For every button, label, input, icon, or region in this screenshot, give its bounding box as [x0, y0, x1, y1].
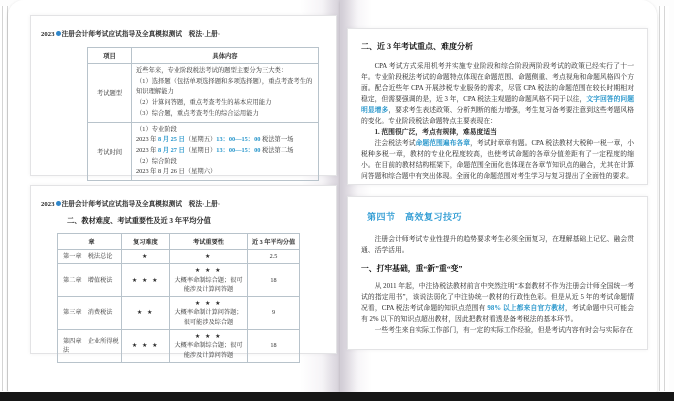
table-header-row [58, 234, 300, 250]
text-segment: （3）综合题，重点考查考生的综合运用能力 [136, 109, 259, 117]
average-score: 2.5 [248, 250, 300, 264]
cell-line [136, 167, 314, 178]
cell-line [136, 77, 314, 98]
column-header-difficulty: 复习难度 [122, 234, 170, 250]
running-header [41, 198, 336, 208]
paragraph [361, 61, 634, 127]
difficulty-stars: ★ ★ [122, 297, 170, 330]
text-segment: 从 2011 年起，中注协税法教材前言中突然注明“本套教材不作为注册会计师全国统一考试的指定用书”，该说法弱化了中注协统一教材的行政性色彩。但是从近 5 年的考试命题情况看，CPA 税法考试命题的知识点范围有 [361, 283, 634, 313]
text-segment: （星期日） [184, 146, 217, 154]
cell-line [136, 157, 314, 168]
average-score: 18 [248, 330, 300, 363]
publisher-logo-icon [56, 201, 61, 206]
chapter-row [58, 264, 300, 297]
chapter-row [58, 330, 300, 363]
text-segment: 文字回答的问题明显增多 [361, 95, 635, 114]
table-surface [0, 392, 674, 401]
paragraph [361, 281, 634, 325]
text-segment: 2023 年 [136, 146, 159, 154]
text-segment: 8 月 25 日 [158, 136, 185, 144]
cell-line [136, 109, 314, 120]
analysis-heading: 二、近 3 年考试重点、难度分析 [361, 42, 473, 51]
row-label: 考试题型 [88, 64, 132, 123]
row-label: 考试时间 [88, 122, 132, 181]
text-segment: （1）选择题（包括单项选择题和多项选择题），重点考查考生的知识理解能力 [136, 77, 313, 96]
running-header [41, 28, 336, 38]
chapter-name: 第四章 企业所得税法 [58, 330, 122, 363]
column-header-score: 近 3 年平均分值 [248, 234, 300, 250]
text-segment: 税法第一场 [260, 136, 294, 144]
numbered-point: 1. 范围很广泛，考点有规律，难易度适当 [374, 128, 497, 136]
importance-stars: ★ ★ ★ [194, 267, 223, 275]
difficulty-stars: ★ ★ ★ [122, 264, 170, 297]
text-segment: 13：00—15：00 [216, 146, 261, 154]
column-header-content: 具体内容 [132, 48, 319, 64]
page-stack-edge-right [657, 6, 669, 391]
column-header-chapter: 章 [58, 234, 122, 250]
running-header-title: 注册会计师考试应试指导及全真模拟测试 税法·上册· [61, 201, 221, 208]
chapter-name: 第三章 消费税法 [58, 297, 122, 330]
importance-stars: ★ ★ ★ [194, 300, 223, 308]
exam-time-row [88, 122, 319, 181]
text-segment: 2023 年 [136, 136, 159, 144]
text-segment: （1）专业阶段 [136, 125, 177, 133]
difficulty-stars: ★ [122, 250, 170, 264]
exam-type-row [88, 64, 319, 123]
text-segment: 2023 年 8 月 26 日（星期六） [136, 168, 217, 176]
cell-line [136, 66, 314, 77]
text-segment: 税法第二场 [260, 146, 294, 154]
chapter-name: 第二章 增值税法 [58, 264, 122, 297]
text-segment: ，考试时章章有题。CPA 税法教材大税种一税一章，小税种多税一章，教材的专业化程度较高，也使考试命题的各章分值差距有了一定程度的缩小。在目前的教材结构框架下，命题范围全面化也体现在各章节知识点的融合，尤其在计算问答题和综合题中有突出体现。全面化的命题范围对考生学习与复习提出了全面性的要求。 [361, 139, 635, 180]
chapter-row [58, 297, 300, 330]
column-header-importance: 考试重要性 [170, 234, 248, 250]
text-segment: 98% 以上都来自官方教材 [487, 305, 566, 313]
text-segment: 8 月 27 日 [158, 146, 185, 154]
text-segment: 近些年来，专业阶段税法考试的题型主要分为三大类： [136, 67, 288, 74]
publisher-logo-icon [56, 31, 61, 36]
row-content [132, 122, 319, 181]
importance-stars: ★ [204, 253, 213, 260]
importance-note: 大概率命制计算问答题；很可能涉及综合题 [174, 309, 243, 326]
text-segment: 注会税法考试 [374, 139, 416, 147]
paragraph [361, 138, 634, 182]
subheading: 一、打牢基础，重“新”重“变” [361, 263, 463, 273]
analysis-section-card [347, 28, 648, 185]
exam-info-table [87, 47, 319, 181]
section-title: 第四节 高效复习技巧 [367, 212, 463, 222]
review-section-card [347, 196, 648, 350]
difficulty-table [57, 233, 300, 363]
exam-info-card [30, 15, 337, 176]
average-score: 9 [248, 297, 300, 330]
cell-line [136, 98, 314, 109]
row-content [132, 64, 319, 123]
difficulty-stars: ★ ★ ★ [122, 330, 170, 363]
cell-line [136, 125, 314, 136]
importance-note: 大概率命制综合题；很可能涉及计算问答题 [174, 342, 243, 359]
difficulty-card [30, 185, 337, 359]
difficulty-table-title: 二、教材难度、考试重要性及近 3 年平均分值 [67, 217, 211, 225]
text-segment: （2）计算问答题，重点考查考生的基本应用能力 [136, 99, 272, 107]
text-segment: ，考试命题中只可能会有 2% 以下的知识点超出教材，因此把教材看透是备考税法的基本环节。 [361, 305, 635, 324]
text-segment: CPA 考试方式采用机考并实施专业阶段和综合阶段两阶段考试的政策已经实行了十一年。专业阶段税法考试的命题特点体现在命题范围、命题侧重、考点视角和命题风格四个方面。配合近些年 CPA 开展涉税专业服务的需求，尽管 CPA 税法的命题范围在较长时期相对稳定，但需要强调的是，近 3 年，CPA 税法主观题的命题风格不同于以往， [361, 62, 634, 103]
running-header-year: 2023 [41, 31, 55, 38]
importance-stars: ★ ★ ★ [194, 333, 223, 341]
running-header-title: 注册会计师考试应试指导及全真模拟测试 税法·上册· [61, 31, 221, 38]
text-segment: 13：00—15：00 [216, 136, 261, 144]
cell-line [136, 135, 314, 146]
table-header-row [88, 48, 319, 64]
column-header-item: 项目 [88, 48, 132, 64]
text-segment: （星期五） [184, 136, 217, 144]
text-segment: （2）综合阶段 [136, 157, 177, 165]
importance-note: 大概率命制综合题；很可能涉及计算问答题 [174, 276, 243, 293]
cell-line [136, 146, 314, 157]
average-score: 18 [248, 264, 300, 297]
paragraph: 注册会计师考试专业性提升的趋势要求考生必须全面复习，在理解基础上记忆、融会贯通、活学活用。 [361, 235, 634, 254]
chapter-row [58, 250, 300, 264]
chapter-name: 第一章 税法总论 [58, 250, 122, 264]
text-segment: ，要求考生表述政策、分析判断的能力增强，考生复习备考要注意到这些考题风格的变化。专业阶段税法命题特点主要表现在： [361, 106, 635, 125]
text-segment: 命题范围遍布各章 [415, 139, 471, 147]
paragraph: 一些考生来自实际工作部门，有一定的实际工作经验，但是考试内容有时会与实际存在 [374, 327, 633, 335]
running-header-year: 2023 [41, 201, 55, 208]
